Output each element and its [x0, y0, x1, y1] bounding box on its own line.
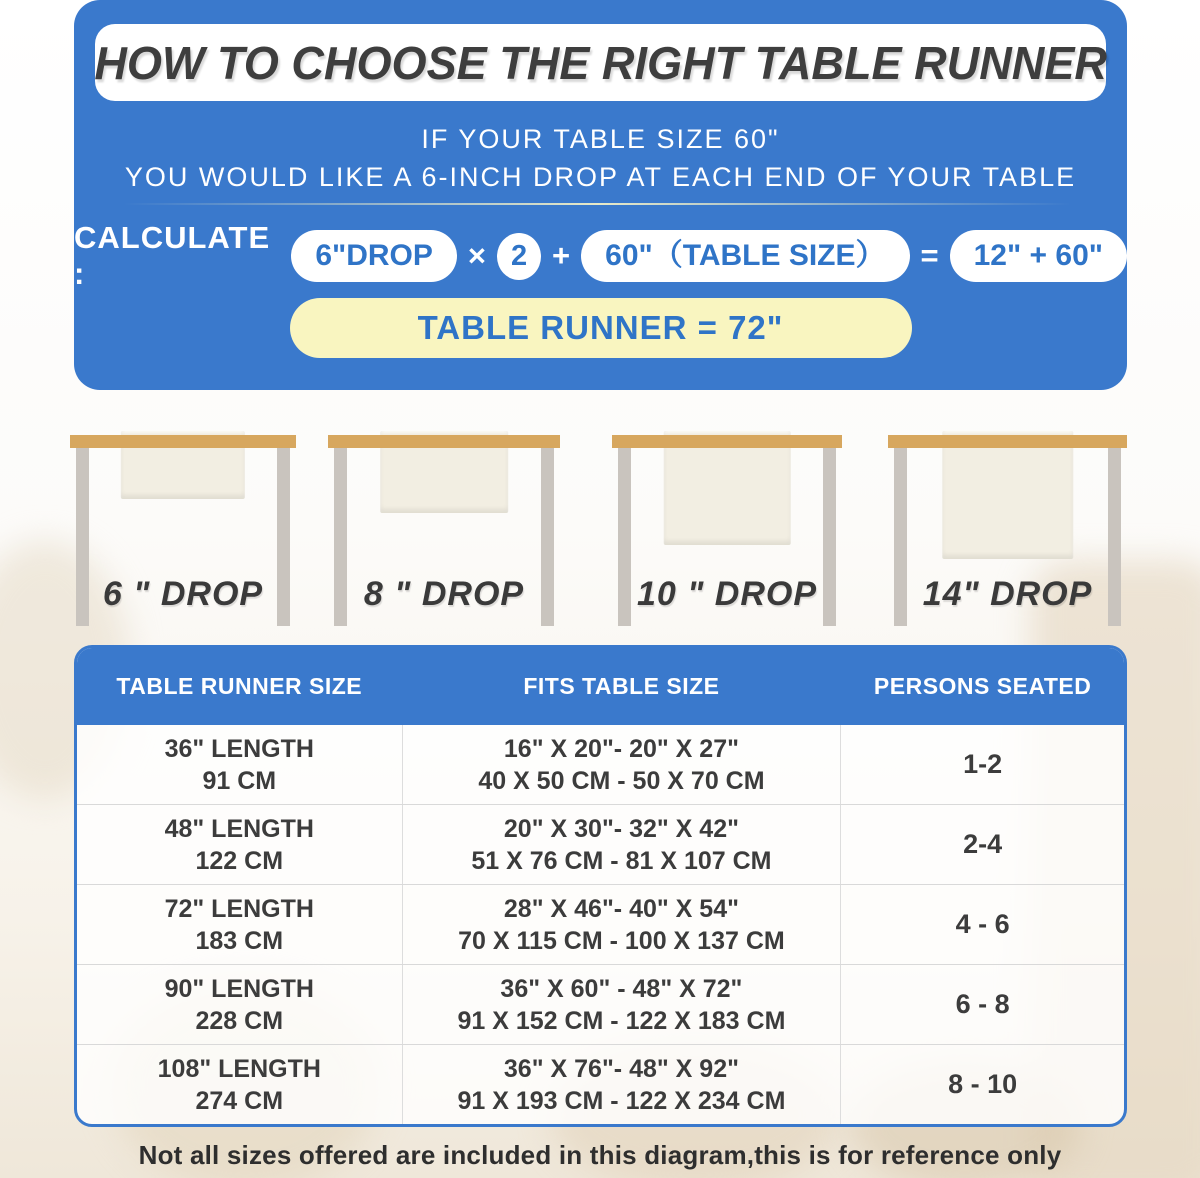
drop-figure-14	[888, 430, 1127, 632]
size-inches: 48" LENGTH	[164, 814, 314, 843]
fits-inches: 36" X 76"- 48" X 92"	[503, 1054, 739, 1083]
table-runner-illustration	[942, 431, 1073, 559]
size-cm: 183 CM	[195, 926, 284, 955]
runner-size-cell	[77, 885, 402, 964]
table-row	[77, 1044, 1124, 1124]
size-inches: 36" LENGTH	[164, 734, 314, 763]
sum-pill: 12" + 60"	[950, 230, 1127, 282]
size-inches: 108" LENGTH	[157, 1054, 321, 1083]
result-pill: TABLE RUNNER = 72"	[290, 298, 912, 358]
size-inches: 90" LENGTH	[164, 974, 314, 1003]
fits-cm: 91 X 152 CM - 122 X 183 CM	[457, 1006, 786, 1035]
table-size-pill: 60"（TABLE SIZE）	[581, 230, 909, 282]
table-body	[77, 725, 1124, 1124]
header-runner-size: TABLE RUNNER SIZE	[116, 673, 363, 699]
tabletop	[70, 435, 296, 448]
fits-inches: 36" X 60" - 48" X 72"	[500, 974, 743, 1003]
persons-cell: 6 - 8	[955, 989, 1010, 1020]
multiplier-circle: 2	[497, 233, 541, 280]
banner-panel	[74, 0, 1127, 390]
fits-size-cell	[402, 805, 842, 884]
intro-line-1: IF YOUR TABLE SIZE 60"	[421, 124, 780, 154]
drop-figure-6	[70, 430, 296, 632]
drop-label: 14" DROP	[922, 575, 1093, 613]
fits-size-cell	[402, 965, 842, 1044]
persons-cell: 2-4	[963, 829, 1003, 860]
fits-cm: 91 X 193 CM - 122 X 234 CM	[457, 1086, 786, 1115]
fits-inches: 28" X 46"- 40" X 54"	[503, 894, 739, 923]
fits-cm: 51 X 76 CM - 81 X 107 CM	[471, 846, 772, 875]
runner-size-cell	[77, 725, 402, 804]
times-sign: ×	[467, 238, 487, 273]
table-row	[77, 964, 1124, 1044]
fits-cm: 70 X 115 CM - 100 X 137 CM	[458, 926, 785, 955]
table-row	[77, 884, 1124, 964]
fits-inches: 20" X 30"- 32" X 42"	[503, 814, 739, 843]
size-cm: 228 CM	[195, 1006, 284, 1035]
equals-sign: =	[920, 238, 939, 273]
persons-cell: 1-2	[963, 749, 1003, 780]
header-fits-table-size: FITS TABLE SIZE	[523, 673, 720, 699]
runner-size-cell	[77, 805, 402, 884]
runner-size-cell	[77, 965, 402, 1044]
footer-note: Not all sizes offered are included in this diagram,this is for reference only	[138, 1140, 1062, 1170]
drop-label: 6 " DROP	[102, 575, 264, 613]
table-row	[77, 725, 1124, 804]
persons-cell: 8 - 10	[948, 1069, 1018, 1100]
drop-value-pill: 6"DROP	[291, 230, 457, 282]
calculate-label: CALCULATE :	[74, 220, 271, 291]
drop-figure-10	[612, 430, 842, 632]
persons-cell: 4 - 6	[955, 909, 1010, 940]
drop-label: 10 " DROP	[636, 575, 818, 613]
fits-size-cell	[402, 885, 842, 964]
intro-line-2: YOU WOULD LIKE A 6-INCH DROP AT EACH END OF YOUR TABLE	[124, 162, 1077, 192]
drop-label: 8 " DROP	[363, 575, 525, 613]
runner-size-cell	[77, 1045, 402, 1124]
page-title: HOW TO CHOOSE THE RIGHT TABLE RUNNER	[94, 36, 1107, 89]
title-box	[95, 24, 1106, 101]
header-persons-seated: PERSONS SEATED	[873, 673, 1092, 699]
table-row	[77, 804, 1124, 884]
fits-cm: 40 X 50 CM - 50 X 70 CM	[478, 766, 765, 795]
drop-figure-8	[328, 430, 560, 632]
table-runner-illustration	[664, 431, 791, 545]
size-cm: 122 CM	[195, 846, 284, 875]
fits-inches: 16" X 20"- 20" X 27"	[503, 734, 739, 763]
fits-size-cell	[402, 725, 842, 804]
table-header-row	[77, 648, 1124, 725]
size-cm: 91 CM	[202, 766, 277, 795]
size-reference-table	[74, 645, 1127, 1127]
tabletop	[888, 435, 1127, 448]
plus-sign: +	[552, 238, 571, 273]
banner-divider	[104, 203, 1091, 205]
tabletop	[328, 435, 560, 448]
calculation-row	[74, 220, 1127, 291]
size-cm: 274 CM	[195, 1086, 284, 1115]
size-inches: 72" LENGTH	[164, 894, 314, 923]
tabletop	[612, 435, 842, 448]
fits-size-cell	[402, 1045, 842, 1124]
